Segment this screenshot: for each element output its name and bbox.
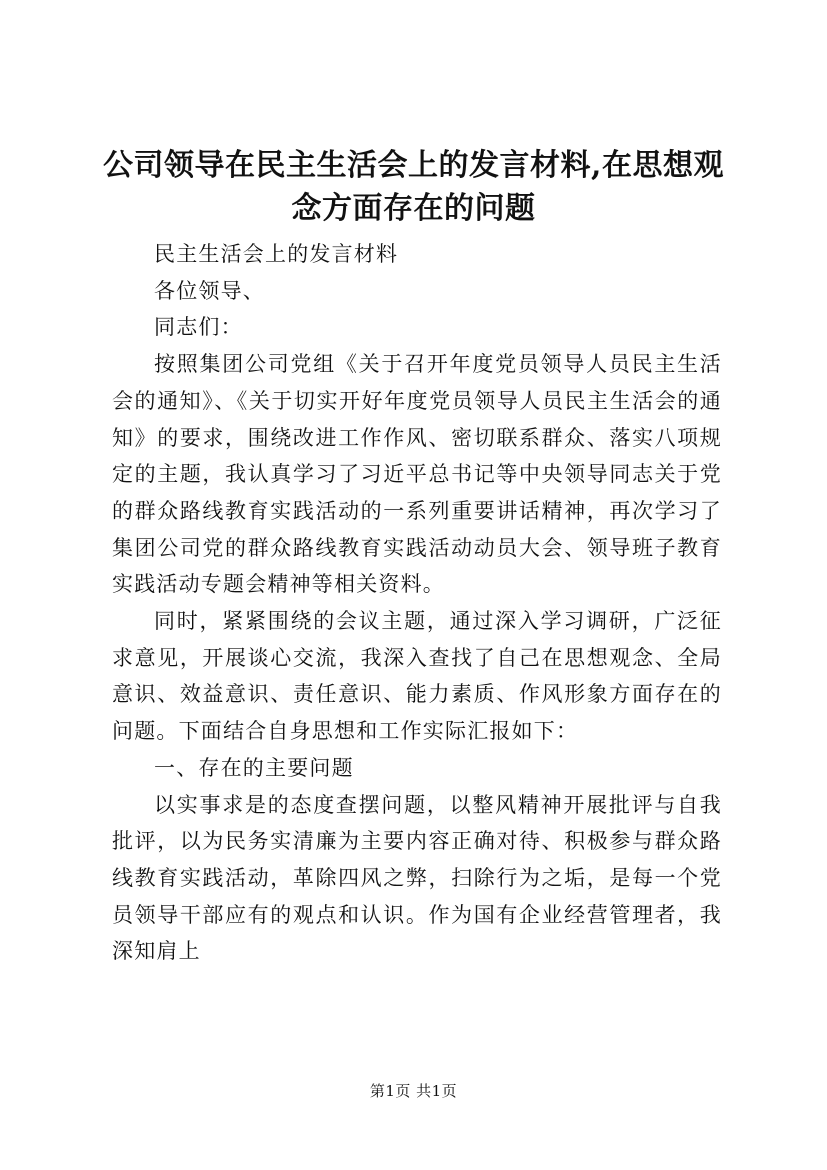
paragraph-subtitle: 民主生活会上的发言材料 (154, 242, 399, 266)
paragraph-main-problems: 以实事求是的态度查摆问题，以整风精神开展批评与自我批评，以为民务实清廉为主要内容正确对待、积极参与群众路线教育实践活动，革除四风之弊，扫除行为之垢，是每一个党员领导干部应有的观点和认识。作为国有企业经营管理者，我深知肩上 (112, 792, 722, 964)
paragraph-intro: 按照集团公司党组《关于召开年度党员领导人员民主生活会的通知》、《关于切实开好年度党员领导人员民主生活会的通知》的要求，围绕改进工作作风、密切联系群众、落实八项规定的主题，我认真学习了习近平总书记等中央领导同志关于党的群众路线教育实践活动的一系列重要讲话精神，再次学习了集团公司党的群众路线教育实践活动动员大会、领导班子教育实践活动专题会精神等相关资料。 (112, 352, 722, 597)
paragraph-salutation-leaders: 各位领导、 (154, 278, 265, 303)
document-body (112, 236, 722, 970)
paragraph-research: 同时，紧紧围绕的会议主题，通过深入学习调研，广泛征求意见，开展谈心交流，我深入查找了自己在思想观念、全局意识、效益意识、责任意识、能力素质、作风形象方面存在的问题。下面结合自身思想和工作实际汇报如下： (112, 609, 722, 744)
document-title: 公司领导在民主生活会上的发言材料,在思想观念方面存在的问题 (103, 148, 724, 226)
page-footer: 第1页 共1页 (369, 1082, 458, 1100)
paragraph-salutation-comrades: 同志们： (154, 315, 243, 340)
section-heading-main-problems: 一、存在的主要问题 (154, 755, 354, 780)
